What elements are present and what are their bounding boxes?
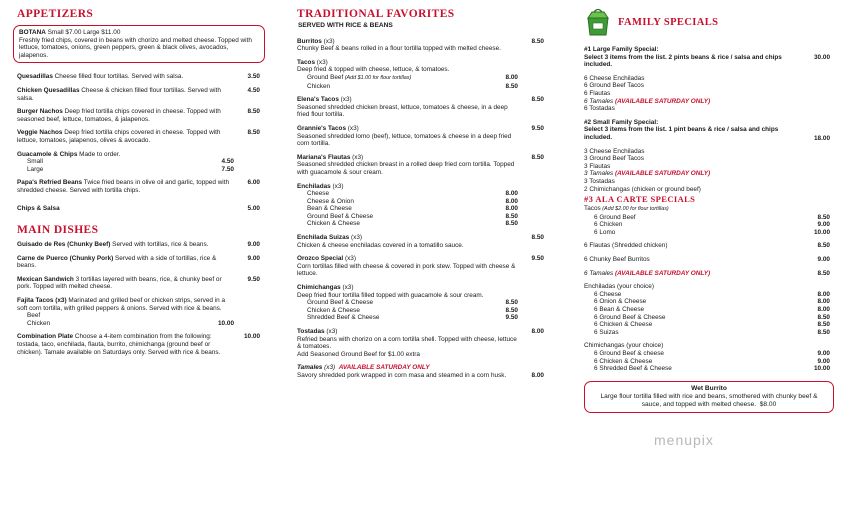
- item-paren: (Chunky Pork): [67, 254, 114, 262]
- item-price: 8.50: [505, 212, 518, 220]
- item-desc: Twice fried beans in olive oil and garlic, topped with shredded cheese. Served with tortilla chips.: [17, 179, 230, 194]
- list-item: [584, 170, 830, 178]
- option-label: 6 Chicken & Cheese: [594, 321, 653, 329]
- wet-burrito-desc: Large flour tortilla filled with rice and beans, smothered with chunky beef & sauce, and topped with melted cheese.: [600, 392, 818, 408]
- special-title: #2 Small Family Special:: [584, 118, 659, 126]
- menu-item-chicken-quesadillas: [17, 87, 260, 102]
- item-desc: Corn tortillas filled with cheese & covered in pork stew. Topped with cheese & lettuce.: [297, 262, 516, 278]
- wet-burrito-price: $8.00: [759, 400, 777, 408]
- menu-item-enchilada-suizas: [297, 234, 544, 249]
- column-family-specials: [584, 8, 830, 413]
- group-label: Enchiladas (your choice): [584, 283, 654, 291]
- item-price: 10.00: [244, 333, 260, 341]
- item-price: 9.50: [505, 314, 518, 322]
- tacos-ground-beef: [297, 74, 518, 83]
- item-name: Mexican Sandwich: [17, 275, 74, 283]
- group-label: Tacos: [584, 205, 601, 213]
- ala-carte-title: #3 ALA CARTE SPECIALS: [584, 194, 696, 205]
- item-name: Burritos: [297, 37, 322, 45]
- menu-item-burritos: [297, 38, 544, 53]
- item-name: Chimichangas: [297, 284, 341, 292]
- item-desc: Deep fried tortilla chips covered in cheese. Topped with lettuce, tomatoes, jalapenos, olives & avocado.: [17, 129, 221, 144]
- ala-carte-option: [584, 321, 830, 329]
- item-name: Combination Plate: [17, 333, 74, 341]
- item-price: 8.50: [531, 37, 544, 45]
- item-desc: Deep fried flour tortilla filled topped with guacamole & sour cream.: [297, 291, 484, 299]
- item-price: 9.50: [247, 275, 260, 283]
- menu-item-orozco-special: [297, 255, 544, 278]
- chimichangas-option: [297, 307, 518, 315]
- menu-item-tostadas: [297, 328, 544, 358]
- item-name: Carne de Puerco: [17, 254, 68, 262]
- large-family-list: [584, 75, 830, 113]
- item-name: Guacamole & Chips: [17, 150, 78, 158]
- item-desc: Cheese filled flour tortillas. Served with salsa.: [52, 73, 184, 81]
- item-price: 9.00: [247, 254, 260, 262]
- item-price: 8.50: [817, 313, 830, 321]
- item-price: 9.50: [531, 255, 544, 263]
- size-label: Small: [27, 158, 43, 166]
- item-name: Orozco Special: [297, 255, 344, 263]
- item-price: 8.50: [247, 108, 260, 116]
- item-price: 3.50: [247, 73, 260, 81]
- tamales-label: 6 Tamales: [584, 97, 614, 105]
- menu-item-marianas-flautas: [297, 154, 544, 177]
- ala-carte-chimichangas: [584, 342, 830, 372]
- option-label: Ground Beef & Cheese: [307, 212, 374, 220]
- family-specials-header: [584, 8, 830, 36]
- item-name: Fajita Tacos (x3): [17, 297, 67, 305]
- fajita-chicken: [17, 320, 234, 328]
- item-qty: (x3): [349, 234, 363, 242]
- item-price: 5.00: [247, 204, 260, 212]
- ala-carte-burritos: [584, 256, 830, 264]
- item-name: Veggie Nachos: [17, 129, 63, 137]
- main-dishes-title: MAIN DISHES: [17, 224, 99, 237]
- menu-item-burger-nachos: [17, 108, 260, 123]
- item-desc: Deep fried & topped with cheese, lettuce, & tomatoes.: [297, 66, 450, 74]
- item-name: Tacos: [297, 58, 315, 66]
- item-qty: (x3): [350, 153, 364, 161]
- item-name: Enchilada Suizas: [297, 234, 350, 242]
- item-qty: (x3): [343, 255, 356, 263]
- item-name: Mariana's Flautas: [297, 153, 351, 161]
- botana-desc: Freshly fried chips, covered in beans with chorizo and melted cheese. Topped with lettuce, tomatoes, onions, green peppers, green & black olives, avocados, jalapenos.: [19, 36, 252, 59]
- option-label: 6 Shredded Beef & Cheese: [594, 365, 672, 373]
- ala-carte-option: [584, 358, 830, 366]
- column-traditional: [297, 8, 544, 386]
- ala-carte-option: [584, 229, 830, 237]
- item-price: 8.00: [817, 306, 830, 314]
- option-label: 6 Lomo: [594, 228, 616, 236]
- option-label: 6 Suizas: [594, 328, 619, 336]
- option-label: 6 Ground Beef & Cheese: [594, 313, 666, 321]
- item-qty: (x3): [346, 124, 359, 132]
- item-paren: (Chunky Beef): [65, 241, 111, 249]
- option-label: 6 Chicken: [594, 221, 623, 229]
- item-price: 10.00: [814, 365, 830, 373]
- small-family-list: [584, 148, 830, 194]
- fajita-beef: [17, 312, 234, 320]
- item-price: 9.00: [817, 256, 830, 264]
- item-desc: Seasoned shredded chicken breast, lettuce, tomatoes & cheese, in a deep fried flour tortilla.: [297, 103, 508, 119]
- option-label: Ground Beef & Cheese: [307, 299, 374, 307]
- option-label: 6 Bean & Cheese: [594, 306, 645, 314]
- guac-large: [17, 166, 234, 174]
- item-price: 9.00: [817, 350, 830, 357]
- guac-small: [17, 158, 234, 166]
- ala-carte-option: [584, 221, 830, 229]
- item-desc: Cheese & chicken filled flour tortillas. Served with salsa.: [17, 86, 221, 102]
- item-price: 8.50: [817, 321, 830, 329]
- item-price: 9.00: [817, 221, 830, 229]
- option-label: 6 Cheese: [594, 290, 622, 298]
- item-qty: (x3): [330, 182, 344, 190]
- menu-item-papas-refried-beans: [17, 179, 260, 194]
- item-extra: Add Seasoned Ground Beef for $1.00 extra: [297, 350, 420, 358]
- option-label: Bean & Cheese: [307, 205, 352, 213]
- item-price: 8.00: [505, 73, 518, 81]
- special-desc: Select 3 items from the list. 2 pints beans & rice / salsa and chips included.: [584, 53, 782, 69]
- item-price: 10.00: [218, 319, 234, 327]
- item-qty: (x3): [321, 37, 335, 45]
- menu-item-chimichangas: [297, 284, 544, 322]
- item-price: 8.50: [817, 213, 830, 221]
- item-price: 8.00: [505, 205, 518, 213]
- menu-item-enchiladas: [297, 183, 544, 229]
- menu-item-guacamole: [17, 151, 260, 174]
- item-name: Quesadillas: [17, 73, 53, 81]
- item-desc: Chicken & cheese enchiladas covered in a tomatillo sauce.: [297, 241, 464, 249]
- wet-burrito-name: Wet Burrito: [691, 384, 727, 392]
- chimichangas-option: [297, 314, 518, 322]
- small-family-special: [584, 119, 830, 142]
- menu-item-combination-plate: [17, 333, 260, 356]
- item-desc: Served with a side of tortillas, rice & beans.: [17, 254, 217, 270]
- menu-item-veggie-nachos: [17, 129, 260, 144]
- option-label: Chicken & Cheese: [307, 220, 360, 228]
- item-price: 8.00: [817, 290, 830, 298]
- item-name: Tamales: [297, 364, 323, 372]
- list-item: 6 Flautas: [584, 89, 611, 97]
- option-label: Beef: [27, 312, 41, 320]
- list-item: 3 Ground Beef Tacos: [584, 155, 644, 163]
- item-desc: Savory shredded pork wrapped in corn masa and steamed in a corn husk.: [297, 371, 507, 379]
- item-qty: (x3): [315, 58, 328, 66]
- item-name: Grannie's Tacos: [297, 124, 346, 132]
- option-label: Cheese & Onion: [307, 197, 354, 205]
- chimichangas-option: [297, 299, 518, 307]
- menu-item-guisado-de-res: [17, 241, 260, 249]
- group-label: Chimichangas (your choice): [584, 342, 664, 350]
- ala-carte-option: [584, 291, 830, 299]
- item-price: 9.00: [247, 241, 260, 249]
- item-price: 4.50: [221, 158, 234, 166]
- family-specials-title: FAMILY SPECIALS: [618, 16, 719, 28]
- item-price: 8.50: [505, 299, 518, 307]
- menu-item-quesadillas: [17, 73, 260, 81]
- list-item: 6 Cheese Enchiladas: [584, 74, 645, 82]
- special-desc: Select 3 items from the list. 1 pint beans & rice / salsa and chips included.: [584, 126, 779, 141]
- botana-box: [13, 25, 265, 63]
- tacos-chicken: [297, 83, 518, 91]
- item-name: Papa's Refried Beans: [17, 179, 83, 187]
- option-label: 6 Flautas (Shredded chicken): [584, 242, 668, 250]
- availability-note: (AVAILABLE SATURDAY ONLY): [615, 97, 711, 105]
- item-desc: Chunky Beef & beans rolled in a flour tortilla topped with melted cheese.: [297, 45, 501, 53]
- menu-item-tacos: [297, 59, 544, 90]
- option-label: Shredded Beef & Cheese: [307, 314, 380, 322]
- menu-item-carne-de-puerco: [17, 255, 260, 270]
- list-item: 3 Tostadas: [584, 177, 615, 185]
- option-label: Chicken & Cheese: [307, 306, 360, 314]
- large-family-special: [584, 46, 830, 69]
- option-label: 6 Ground Beef: [594, 213, 636, 221]
- item-name: Chicken Quesadillas: [17, 86, 80, 94]
- menu-item-elenas-tacos: [297, 96, 544, 119]
- item-name: Enchiladas: [297, 182, 331, 190]
- ala-carte-option: [584, 329, 830, 337]
- item-price: 8.50: [505, 306, 518, 314]
- item-price: 8.00: [531, 328, 544, 335]
- ala-carte-flautas: [584, 242, 830, 250]
- ala-carte-option: [584, 365, 830, 373]
- item-price: 9.50: [531, 124, 544, 132]
- list-item: [584, 98, 830, 106]
- item-desc: Refried beans with chorizo on a corn tortilla shell. Topped with cheese, lettuce & tomatoes.: [297, 335, 517, 351]
- item-qty: (x3): [322, 364, 336, 372]
- item-price: 8.50: [817, 242, 830, 250]
- item-price: 10.00: [814, 228, 830, 236]
- menu-item-chips-salsa: [17, 205, 260, 213]
- item-price: 8.50: [817, 328, 830, 336]
- enchiladas-option: [297, 220, 518, 228]
- item-name: Chips & Salsa: [17, 204, 60, 212]
- item-price: 8.00: [505, 197, 518, 205]
- item-price: 6.00: [247, 179, 260, 187]
- item-desc: Seasoned shredded lomo (beef), lettuce, tomatoes & cheese in a deep fried corn tortilla.: [297, 132, 512, 148]
- special-price: 18.00: [814, 134, 830, 142]
- item-desc: Made to order.: [77, 150, 121, 158]
- item-name: Elena's Tacos: [297, 96, 339, 104]
- item-desc: Deep fried tortilla chips covered in cheese. Topped with seasoned beef, lettuce, tomatoes, & jalapenos.: [17, 108, 221, 123]
- item-price: 8.50: [505, 220, 518, 228]
- item-name: Tostadas: [297, 328, 325, 335]
- item-price: 8.00: [817, 298, 830, 306]
- item-price: 7.50: [221, 165, 234, 173]
- traditional-subtitle: SERVED WITH RICE & BEANS: [298, 22, 393, 29]
- enchiladas-option: [297, 198, 518, 206]
- menu-item-grannies-tacos: [297, 125, 544, 148]
- item-price: 4.50: [247, 86, 260, 94]
- item-qty: (x3): [340, 284, 354, 292]
- option-label: Ground Beef: [307, 73, 344, 81]
- option-note: (Add $1.00 for flour tortillas): [343, 74, 412, 81]
- appetizers-title: APPETIZERS: [17, 8, 94, 20]
- menu-item-tamales: [297, 364, 544, 379]
- availability-note: (AVAILABLE SATURDAY ONLY): [615, 269, 711, 277]
- option-label: 6 Tamales: [584, 269, 614, 277]
- wet-burrito-box: [584, 381, 834, 413]
- column-appetizers-main: [17, 8, 260, 362]
- ala-carte-option: [584, 214, 830, 222]
- ala-carte-tacos: [584, 205, 830, 236]
- item-price: 8.50: [531, 96, 544, 104]
- list-item: 3 Cheese Enchiladas: [584, 147, 645, 155]
- ala-carte-enchiladas: [584, 283, 830, 336]
- list-item: 3 Flautas: [584, 162, 611, 170]
- item-desc: Choose a 4-item combination from the following: tostada, taco, enchilada, flauta, burrito, chimichanga (ground beef or chicken). Tamale available on Saturdays only. Served with rice & beans.: [17, 333, 221, 356]
- size-label: Large: [27, 165, 44, 173]
- availability-note: AVAILABLE SATURDAY ONLY: [338, 364, 430, 372]
- list-item: 6 Tostadas: [584, 105, 615, 113]
- enchiladas-option: [297, 190, 518, 198]
- special-title: #1 Large Family Special:: [584, 46, 659, 53]
- item-desc: 3 tortillas layered with beans, rice, & chunky beef or pork. Topped with melted cheese.: [17, 275, 222, 291]
- item-price: 8.00: [505, 190, 518, 198]
- ala-carte-tamales: [584, 270, 830, 278]
- enchiladas-option: [297, 205, 518, 213]
- ala-carte-option: [584, 298, 830, 306]
- item-qty: (x3): [324, 328, 338, 335]
- botana-prices: Small $7.00 Large $11.00: [47, 29, 121, 36]
- item-desc: Served with tortillas, rice & beans.: [110, 241, 209, 249]
- menu-item-mexican-sandwich: [17, 276, 260, 291]
- item-price: 8.50: [817, 269, 830, 277]
- option-label: Cheese: [307, 190, 330, 198]
- tamales-label: 3 Tamales: [584, 170, 614, 178]
- item-price: 8.50: [531, 153, 544, 161]
- option-label: 6 Chunky Beef Burritos: [584, 256, 650, 264]
- takeout-bag-icon: [584, 8, 612, 36]
- availability-note: (AVAILABLE SATURDAY ONLY): [615, 170, 711, 178]
- option-label: Chicken: [307, 82, 331, 90]
- option-label: 6 Ground Beef & cheese: [594, 350, 664, 357]
- ala-carte-option: [584, 350, 830, 358]
- enchiladas-option: [297, 213, 518, 221]
- item-name: Guisado de Res: [17, 241, 66, 249]
- item-desc: Marinated and grilled beef or chicken strips, served in a soft corn tortilla, with grilled peppers & onions. Served with rice & beans.: [17, 297, 226, 312]
- item-price: 9.00: [817, 357, 830, 365]
- option-label: 6 Chicken & Cheese: [594, 357, 653, 365]
- list-item: 2 Chimichangas (chicken or ground beef): [584, 185, 701, 193]
- option-label: Chicken: [27, 319, 51, 327]
- group-note: (Add $2.00 for flour tortillas): [600, 206, 669, 213]
- item-price: 8.00: [531, 372, 544, 380]
- menu-item-fajita-tacos: [17, 297, 260, 327]
- item-name: Burger Nachos: [17, 108, 63, 116]
- ala-carte-option: [584, 314, 830, 322]
- item-price: 8.50: [505, 82, 518, 90]
- item-price: 8.50: [531, 234, 544, 242]
- special-price: 30.00: [814, 54, 830, 61]
- item-qty: (x3): [338, 96, 352, 104]
- item-price: 8.50: [247, 129, 260, 137]
- ala-carte-option: [584, 306, 830, 314]
- item-desc: Seasoned shredded chicken breast in a rolled deep fried corn tortilla. Topped with guacamole & sour cream.: [297, 161, 515, 176]
- list-item: 6 Ground Beef Tacos: [584, 82, 644, 90]
- option-label: 6 Onion & Cheese: [594, 298, 647, 306]
- traditional-title: TRADITIONAL FAVORITES: [297, 8, 455, 20]
- botana-name: BOTANA: [19, 29, 46, 36]
- menupix-watermark: menupix: [654, 432, 714, 448]
